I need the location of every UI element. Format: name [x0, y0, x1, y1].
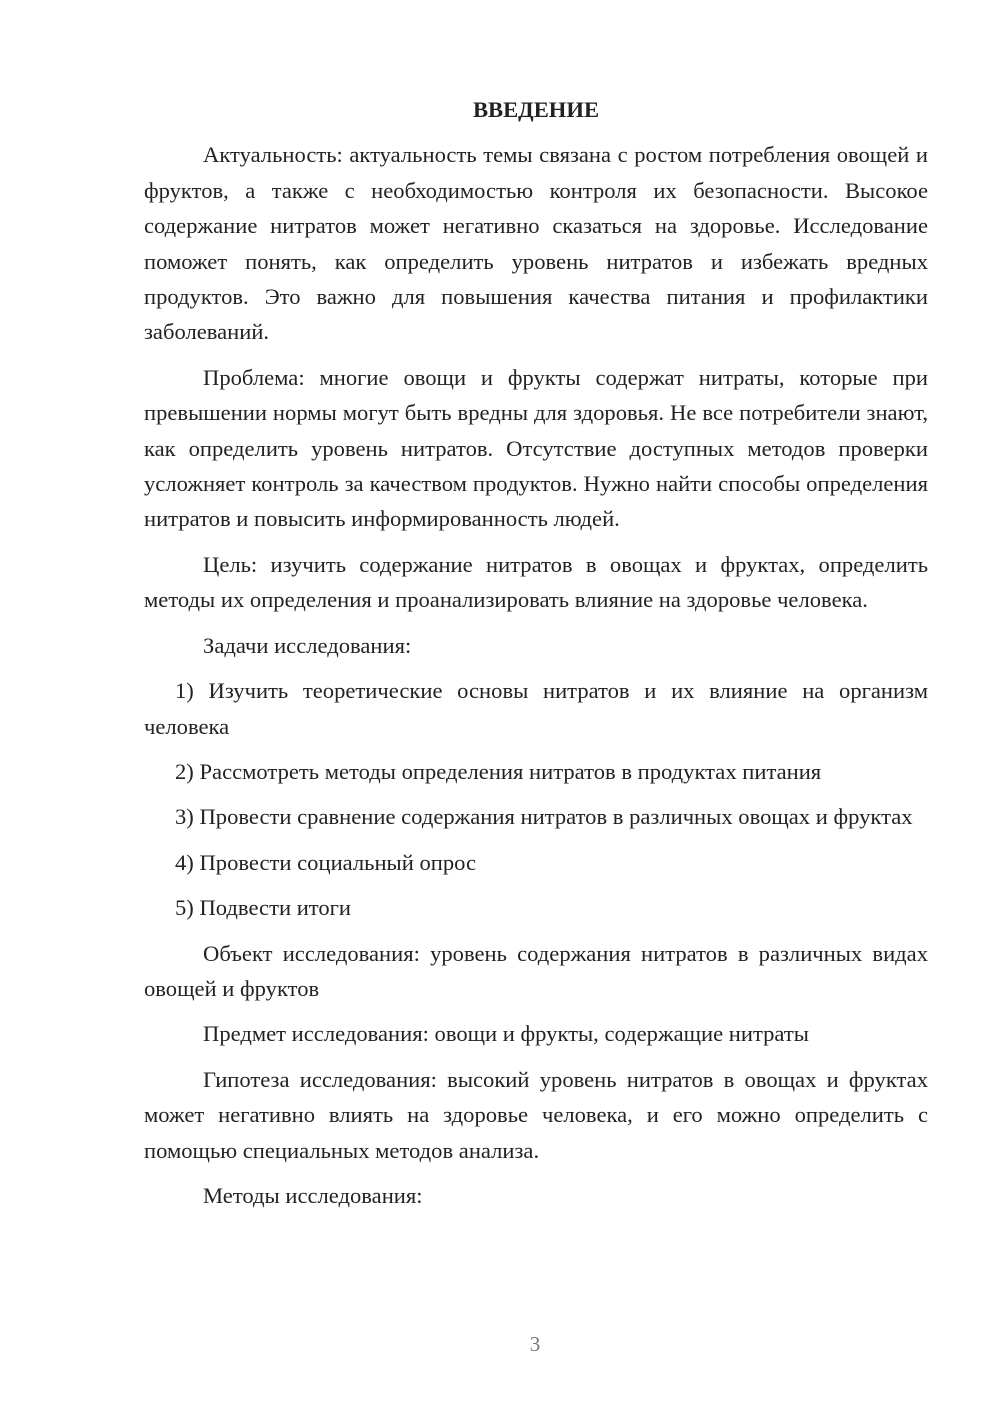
page-content — [144, 92, 928, 1213]
tasks-list — [144, 673, 928, 925]
paragraph-relevance: Актуальность: актуальность темы связана с ростом потребления овощей и фруктов, а также с необходимостью контроля их безопасности. Высокое содержание нитратов может негативно сказаться на здоровье. Исследование поможет понять, как определить уровень нитратов и избежать вредных продуктов. Это важно для повышения качества питания и профилактики заболеваний. — [144, 142, 928, 345]
paragraph-goal: Цель: изучить содержание нитратов в овощах и фруктах, определить методы их определения и проанализировать влияние на здоровье человека. — [144, 551, 928, 613]
list-item: 5) Подвести итоги — [175, 895, 352, 921]
list-item: 2) Рассмотреть методы определения нитратов в продуктах питания — [175, 758, 822, 784]
list-item: 1) Изучить теоретические основы нитратов и их влияние на организм человека — [144, 678, 928, 739]
paragraph-tasks-heading: Задачи исследования: — [203, 632, 412, 658]
list-item: 3) Провести сравнение содержания нитратов в различных овощах и фруктах — [175, 804, 913, 830]
paragraph-problem: Проблема: многие овощи и фрукты содержат нитраты, которые при превышении нормы могут быть вредны для здоровья. Не все потребители знают, как определить уровень нитратов. Отсутствие доступных методов проверки усложняет контроль за качеством продуктов. Нужно найти способы определения нитратов и повысить информированность людей. — [144, 364, 928, 532]
paragraph-methods: Методы исследования: — [203, 1182, 423, 1208]
list-item: 4) Провести социальный опрос — [175, 849, 477, 875]
paragraph-object: Объект исследования: уровень содержания нитратов в различных видах овощей и фруктов — [144, 940, 928, 1001]
paragraph-hypothesis: Гипотеза исследования: высокий уровень нитратов в овощах и фруктах может негативно влиять на здоровье человека, и его можно определить с помощью специальных методов анализа. — [144, 1066, 928, 1163]
page-number: 3 — [529, 1332, 541, 1356]
paragraph-subject: Предмет исследования: овощи и фрукты, содержащие нитраты — [203, 1021, 809, 1047]
section-heading: ВВЕДЕНИЕ — [472, 97, 600, 122]
